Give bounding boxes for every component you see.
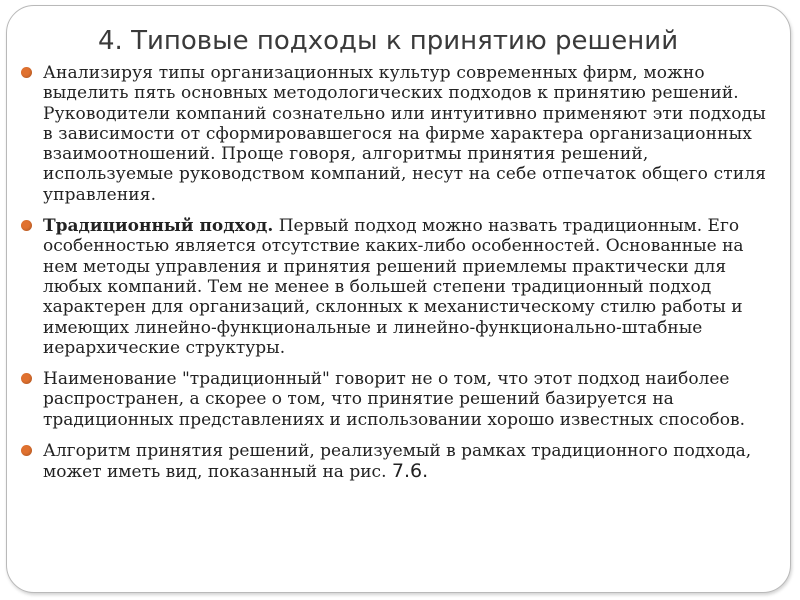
slide-frame <box>6 5 791 593</box>
bullet-text: Алгоритм принятия решений, реализуемый в рамках традиционного подхода, может иметь вид, показанный на рис. <box>43 441 752 483</box>
bullet-dot-icon <box>21 220 32 231</box>
bullet-dot-icon <box>21 67 32 78</box>
bullet-text: Анализируя типы организационных культур современных фирм, можно выделить пять основных методологических подходов к принятию решений. Руководители компаний сознательно или интуитивно применяют эти подходы в зависимости от сформировавшегося на фирме характера организационных взаимоотношений. Проще говоря, алгоритмы принятия решений, используемые руководством компаний, несут на себе отпечаток общего стиля управления. <box>43 63 767 205</box>
bullet-dot-icon <box>21 445 32 456</box>
bullet-dot-icon <box>21 373 32 384</box>
bullet-item-name-meaning <box>21 369 781 430</box>
bullet-item-traditional-approach <box>21 216 781 358</box>
bullet-text: Первый подход можно назвать традиционным. Его особенностью является отсутствие каких-либо особенностей. Основанные на нем методы управления и принятия решений приемлемы практически для любых компаний. Тем не менее в большей степени традиционный подход характерен для организаций, склонных к механистическому стилю работы и имеющих линейно-функциональные и линейно-функционально-штабные иерархические структуры. <box>43 216 744 358</box>
bullet-item-algorithm <box>21 441 781 483</box>
figure-reference: 7.6. <box>391 460 429 483</box>
bullet-list <box>21 63 781 483</box>
slide-title: 4. Типовые подходы к принятию решений <box>98 26 679 56</box>
bullet-item-intro <box>21 63 781 205</box>
bullet-text: Наименование "традиционный" говорит не о том, что этот подход наиболее распространен, а скорее о том, что принятие решений базируется на традиционных представлениях и использовании хорошо известных способов. <box>43 369 746 430</box>
bullet-lead-term: Традиционный подход. <box>43 216 274 237</box>
